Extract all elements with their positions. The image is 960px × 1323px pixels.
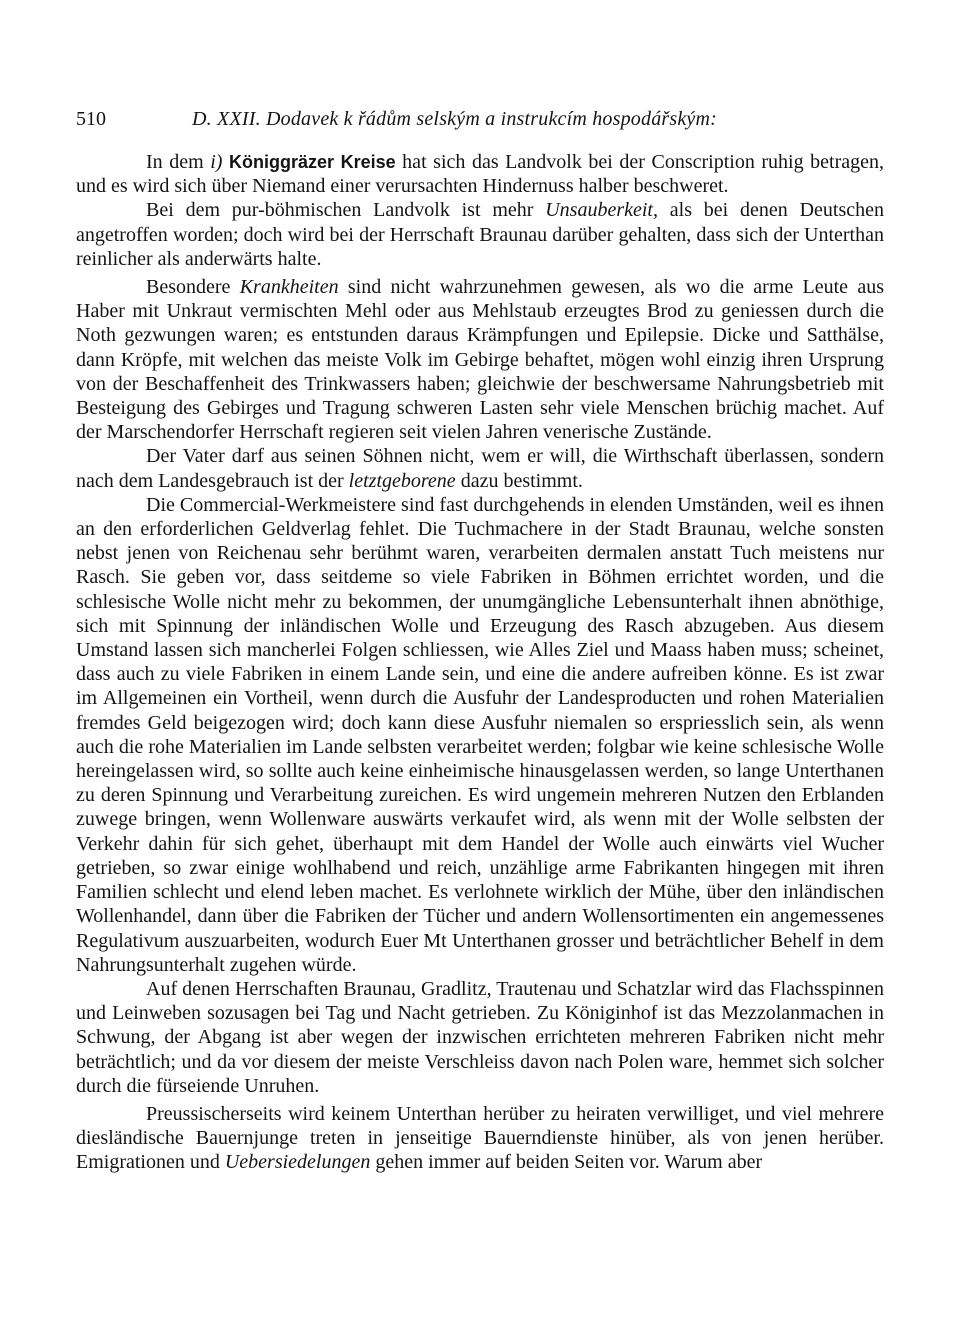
paragraph-2-text-a: Bei dem pur-böhmischen Landvolk ist mehr (146, 199, 546, 222)
paragraph-7-emphasis: Uebersiedelungen (224, 1151, 371, 1174)
running-head: D. XXII. Dodavek k řádům selským a instrukcím hospodářským: (192, 108, 718, 130)
paragraph-2-text-c: als bei denen Deutschen angetroffen worden; doch wird bei der Herrschaft Braunau darüber gehalten, dass sich der Unterthan reinlicher als anderwärts halte. (76, 199, 884, 270)
paragraph-7-text-a: Preussischerseits wird keinem Unterthan herüber zu heiraten verwilliget, und viel mehrere dieslӓndische Bauernjunge treten in jenseitige Bauerndienste hinüber, als von jenen herüber. Emigrationen und (76, 1102, 884, 1174)
paragraph-3-text-a: Besondere (146, 276, 240, 299)
body-text (76, 150, 884, 1175)
paragraph-4-text-c: dazu bestimmt. (455, 469, 583, 492)
paragraph-6: Auf denen Herrschaften Braunau, Gradlitz, Trautenau und Schatzlar wird das Flachsspinnen und Leinweben sozusagen bei Tag und Nacht getrieben. Zu Königinhof ist das Mezzolanmachen in Schwung, der Abgang ist aber wegen der inzwischen errichteten mehreren Fabriken nicht mehr beträchtlich; und da vor diesem der meiste Verschleiss davon nach Polen ware, hemmet sich solcher durch die fürseiende Unruhen. (76, 977, 884, 1097)
footnote-marker: i) (210, 151, 223, 173)
paragraph-5: Die Commercial-Werkmeistere sind fast durchgehends in elenden Umständen, weil es ihnen an den erforderlichen Geldverlag fehlet. Die Tuchmachere in der Stadt Braunau, welche sonsten nebst jenen von Reichenau sehr berühmt waren, verarbeiten dermalen anstatt Tuch meistens nur Rasch. Sie geben vor, dass seitdeme so viele Fabriken in Böhmen errichtet worden, und die schlesische Wolle nicht mehr zu bekommen, der unumgängliche Lebensunterhalt ihnen abnöthige, sich mit Spinnung der inländischen Wolle und Erzeugung des Rasch abzugeben. Aus diesem Umstand lassen sich mancherlei Folgen schliessen, wie Alles Ziel und Maass haben muss; scheinet, dass auch zu viele Fabriken in einem Lande sein, und eine die andere aufreiben könne. Es ist zwar im Allgemeinen ein Vortheil, wenn durch die Ausfuhr der Landesproducten und rohen Materialien fremdes Geld beigezogen wird; doch kann diese Ausfuhr niemalen so erspriesslich sein, als wenn auch die rohe Materialien im Lande selbsten verarbeitet werden; folgbar wie keine schlesische Wolle hereingelassen wird, so sollte auch keine einheimische hinausgelassen werden, so lange Unterthanen zu deren Spinnung und Verarbeitung zureichen. Es wird ungemein mehreren Nutzen den Erblanden zuwege bringen, wenn Wollenware auswärts verkaufet wird, als wenn mit der Wolle selbsten der Verkehr dahin für sich gehet, überhaupt mit dem Handel der Wolle auch einwärts viel Wucher getrieben, so zwar einige wohlhabend und reich, unzählige arme Fabrikanten hingegen mit ihren Familien schlecht und elend leben machet. Es verlohnete wirklich der Mühe, über den inländischen Wollenhandel, dann über die Fabriken der Tücher und andern Wollensortimenten ein angemessenes Regulativum auszuarbeiten, wodurch Euer Mt Unterthanen grosser und beträchtlicher Behelf in dem Nahrungsunterhalt zugehen würde. (76, 493, 884, 976)
paragraph-3-emphasis: Krankheiten (239, 276, 339, 299)
paragraph-4-emphasis: letztgeborene (348, 469, 456, 492)
paragraph-1-text-c: hat sich das Landvolk bei der Conscription ruhig betragen, und es wird sich über Niemand einer verursachten Hindernuss halber beschweret. (76, 151, 885, 198)
paragraph-2-emphasis: Unsauberkeit, (545, 199, 658, 222)
page-number: 510 (76, 108, 106, 130)
paragraph-4-text-a: Der Vater darf aus seinen Söhnen nicht, wem er will, die Wirthschaft überlassen, sondern nach dem Landesgebrauch ist der (76, 445, 884, 492)
paragraph-7 (76, 1102, 884, 1175)
page-header (76, 104, 884, 134)
paragraph-3 (76, 275, 884, 444)
paragraph-7-text-c: gehen immer auf beiden Seiten vor. Warum aber (370, 1151, 763, 1174)
paragraph-2 (76, 198, 884, 271)
paragraph-1-emphasis: Königgräzer Kreise (229, 152, 396, 172)
paragraph-4 (76, 444, 884, 492)
paragraph-1 (76, 150, 884, 198)
paragraph-3-text-c: sind nicht wahrzunehmen gewesen, als wo die arme Leute aus Haber mit Unkraut vermischten Mehl oder aus Mehlstaub erzeugtes Brod zu geniessen durch die Noth gezwungen waren; es entstunden daraus Krämpfungen und Epilepsie. Dicke und Satthälse, dann Kröpfe, mit welchen das meiste Volk im Gebirge behaftet, mögen wohl einzig ihren Ursprung von der Beschaffenheit des Trinkwassers haben; gleichwie der beschwersame Nahrungsbetrieb mit Besteigung des Gebirges und Tragung schweren Lasten sehr viele Menschen brüchig machet. Auf der Marschendorfer Herrschaft regieren seit vielen Jahren venerische Zustände. (76, 276, 884, 444)
paragraph-1-text-a: In dem (146, 151, 211, 173)
